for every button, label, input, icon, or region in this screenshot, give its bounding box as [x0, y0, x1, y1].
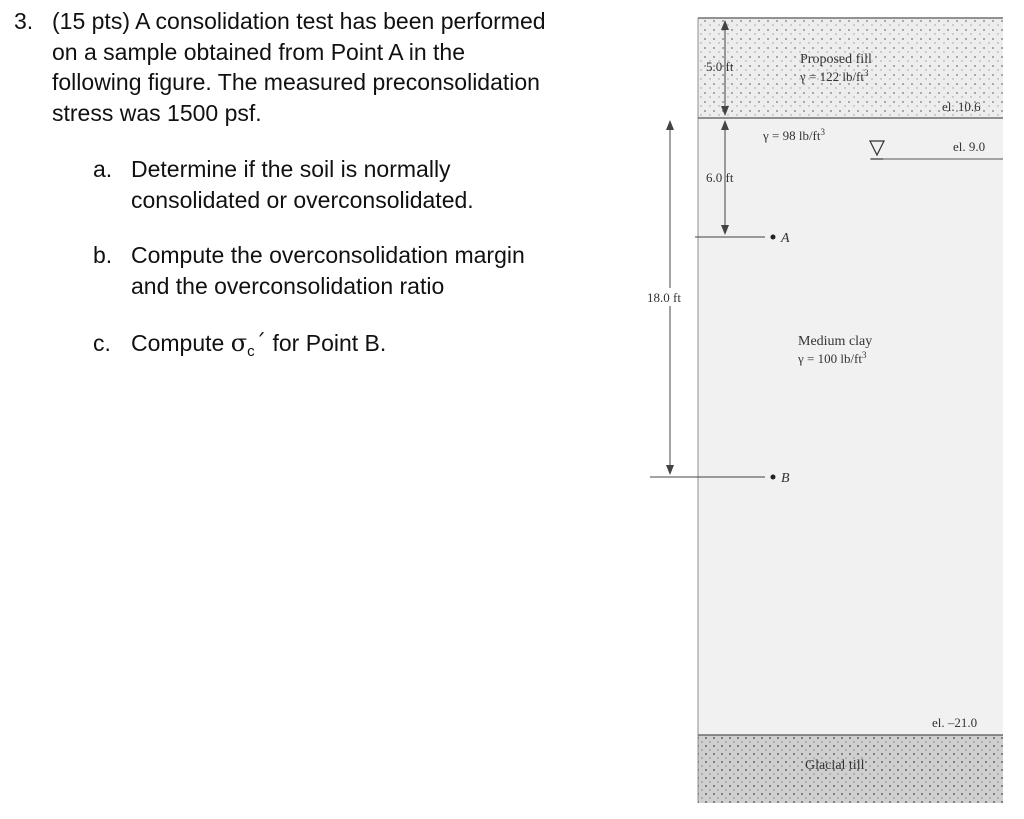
- clay-unit-weight-text: γ = 100 lb/ft: [798, 351, 862, 366]
- part-text-line: [131, 328, 633, 363]
- point-B-label: B: [781, 471, 790, 486]
- depth-B-label: 18.0 ft: [647, 290, 681, 305]
- fill-thickness-label: 5.0 ft: [706, 59, 734, 74]
- exponent: 3: [864, 68, 869, 78]
- upper-clay-unit-weight-text: γ = 98 lb/ft: [763, 128, 821, 143]
- part-label: c.: [93, 330, 111, 356]
- sigma-symbol: σ: [230, 329, 248, 357]
- point-A-marker: [771, 235, 776, 240]
- soil-profile-figure: [640, 0, 1010, 810]
- point-B-marker: [771, 475, 776, 480]
- exponent: 3: [820, 127, 825, 137]
- point-A-label: A: [781, 231, 790, 246]
- prime-mark: ´: [254, 331, 267, 357]
- fill-unit-weight-text: γ = 122 lb/ft: [800, 69, 864, 84]
- question-line: on a sample obtained from Point A in the: [52, 38, 465, 65]
- till-label: Glacial till: [805, 758, 865, 773]
- part-text-suffix: for Point B.: [266, 330, 387, 356]
- arrow-down-icon: [666, 465, 674, 475]
- fill-unit-weight: [799, 68, 869, 84]
- clay-unit-weight: [797, 350, 867, 366]
- question-line: (15 pts) A consolidation test has been performed: [52, 8, 546, 34]
- clay-layer: [698, 118, 1003, 735]
- clay-label: Medium clay: [798, 334, 873, 349]
- water-table-elevation: el. 9.0: [953, 139, 986, 154]
- question-text: [52, 6, 634, 128]
- question: [14, 6, 634, 128]
- upper-clay-unit-weight: [762, 127, 826, 143]
- arrow-up-icon: [666, 120, 674, 130]
- part-text-line: and the overconsolidation ratio: [131, 272, 445, 299]
- part-text-prefix: Compute: [131, 330, 231, 356]
- sigma-subscript: c: [247, 343, 255, 360]
- clay-bottom-elevation: el. –21.0: [932, 715, 978, 730]
- depth-A-label: 6.0 ft: [706, 170, 734, 185]
- question-line: stress was 1500 psf.: [52, 99, 262, 126]
- part-text-line: Compute the overconsolidation margin: [131, 242, 525, 268]
- part-label: b.: [93, 242, 113, 268]
- part-text-line: Determine if the soil is normally: [131, 156, 451, 182]
- part-b: [93, 240, 633, 301]
- exponent: 3: [862, 350, 867, 360]
- part-c: [93, 328, 633, 363]
- part-a: [93, 154, 633, 215]
- part-text-line: consolidated or overconsolidated.: [131, 186, 474, 213]
- clay-top-elevation: el. 10.6: [942, 99, 981, 114]
- question-number: 3.: [14, 8, 34, 34]
- part-label: a.: [93, 156, 113, 182]
- question-line: following figure. The measured preconsolidation: [52, 69, 540, 95]
- fill-label: Proposed fill: [800, 52, 872, 67]
